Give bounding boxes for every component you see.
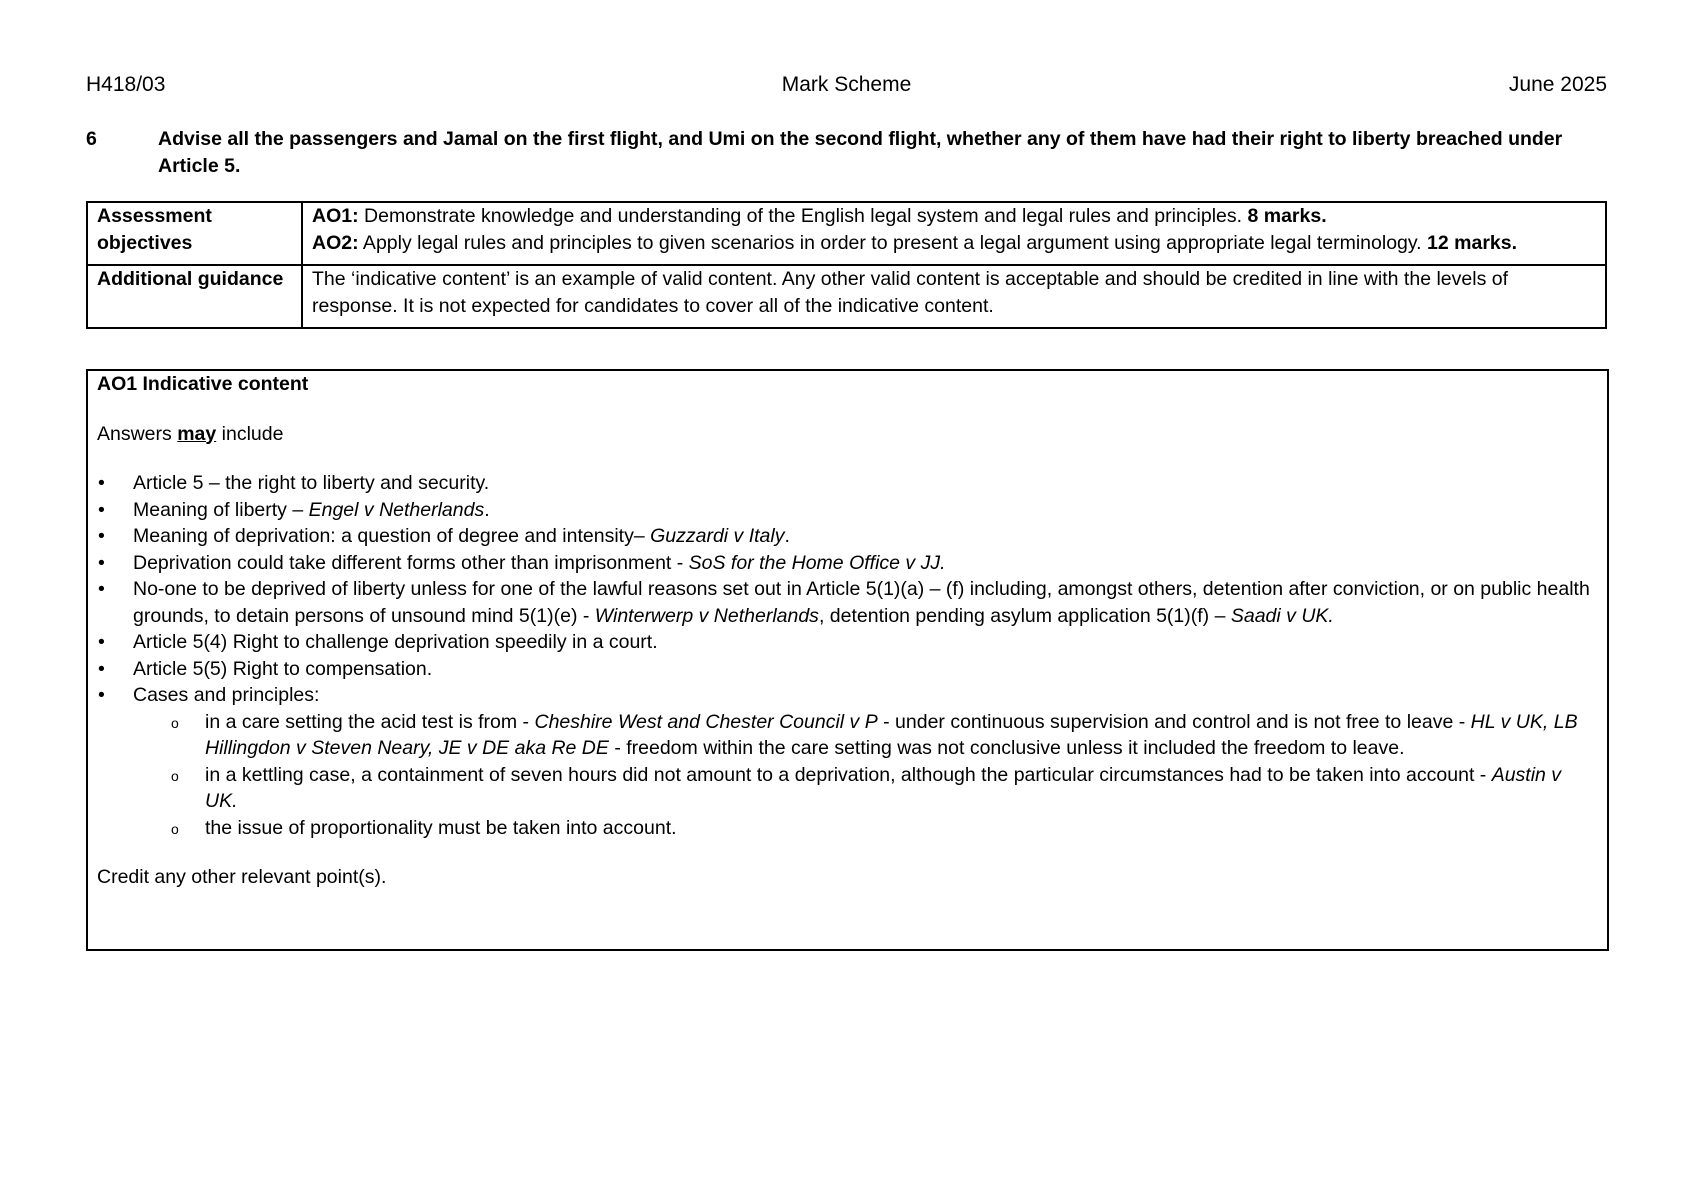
sub-list-item: o the issue of proportionality must be taken into account. [97, 815, 1597, 842]
question-number: 6 [86, 128, 97, 150]
closing-note: Credit any other relevant point(s). [97, 866, 387, 888]
ao2-text: Apply legal rules and principles to given scenarios in order to present a legal argument using appropriate legal terminology. [358, 231, 1428, 254]
list-item: • Meaning of deprivation: a question of degree and intensity– Guzzardi v Italy. [97, 523, 1597, 550]
list-item: • Deprivation could take different forms other than imprisonment - SoS for the Home Office v JJ. [97, 550, 1597, 577]
list-item: • Article 5(4) Right to challenge deprivation speedily in a court. [97, 629, 1597, 656]
sub-list-item: o in a care setting the acid test is from - Cheshire West and Chester Council v P - under continuous supervision and control and is not free to leave - HL v UK, LB Hillingdon v Steven Neary, JE v DE aka Re DE - freedom within the care setting was not conclusive unless it included the freedom to leave. [97, 709, 1597, 762]
intro-text: include [216, 422, 284, 445]
ao1-label: AO1: [312, 205, 359, 227]
list-item: • Cases and principles: [97, 682, 1597, 709]
intro-text: Answers [97, 422, 178, 445]
ao1-marks: 8 marks. [1247, 205, 1327, 227]
list-item: • Meaning of liberty – Engel v Netherlands. [97, 497, 1597, 524]
row-label: Additional guidance [87, 265, 302, 328]
row-label: Assessment objectives [87, 202, 302, 265]
section-title: AO1 Indicative content [97, 373, 309, 395]
sub-list-item: o in a kettling case, a containment of seven hours did not amount to a deprivation, although the particular circumstances had to be taken into account - Austin v UK. [97, 762, 1597, 815]
assessment-table [86, 201, 1607, 329]
intro-emphasis: may [177, 422, 217, 445]
ao2-label: AO2: [312, 231, 359, 254]
list-item: • Article 5 – the right to liberty and security. [97, 470, 1597, 497]
intro [97, 421, 1597, 448]
list-item: • Article 5(5) Right to compensation. [97, 656, 1597, 683]
table-row [87, 265, 1606, 328]
sub-list [97, 709, 1597, 842]
table-row [87, 202, 1606, 265]
question-text: Advise all the passengers and Jamal on the first flight, and Umi on the second flight, whether any of them have had their right to liberty breached under Article 5. [158, 128, 1563, 177]
page-header [86, 72, 1607, 99]
question [86, 126, 1607, 179]
document-date: June 2025 [1508, 73, 1607, 96]
bullet-list [97, 470, 1597, 709]
document-title: Mark Scheme [781, 73, 912, 96]
paper-code: H418/03 [86, 73, 166, 96]
indicative-content-box [86, 369, 1609, 951]
row-content [302, 202, 1606, 265]
row-content: The ‘indicative content’ is an example of valid content. Any other valid content is acceptable and should be credited in line with the levels of response. It is not expected for candidates to cover all of the indicative content. [302, 265, 1606, 328]
ao2-marks: 12 marks. [1427, 231, 1518, 254]
ao1-text: Demonstrate knowledge and understanding of the English legal system and legal rules and principles. [358, 205, 1248, 227]
list-item: • No-one to be deprived of liberty unless for one of the lawful reasons set out in Article 5(1)(a) – (f) including, amongst others, detention after conviction, or on public health grounds, to detain persons of unsound mind 5(1)(e) - Winterwerp v Netherlands, detention pending asylum application 5(1)(f) – Saadi v UK. [97, 576, 1597, 629]
